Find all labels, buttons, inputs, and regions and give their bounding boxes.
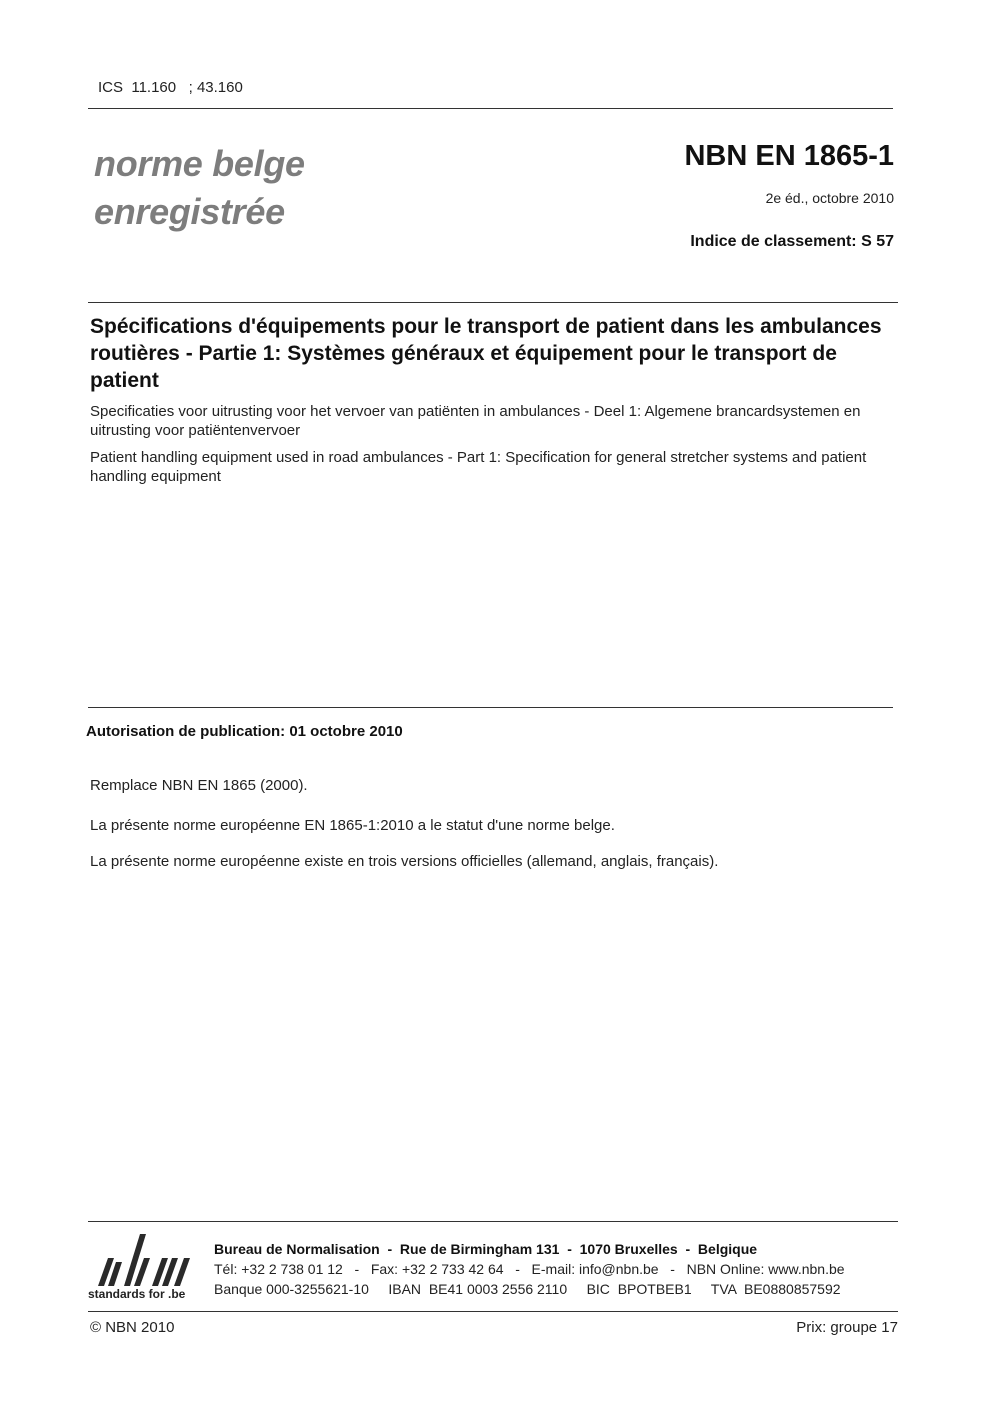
- footer-divider: [88, 1221, 898, 1222]
- footer-address: Bureau de Normalisation - Rue de Birmingham 131 - 1070 Bruxelles - Belgique: [214, 1241, 758, 1257]
- note-status: La présente norme européenne EN 1865-1:2010 a le statut d'une norme belge.: [90, 817, 615, 834]
- logo-caption: standards for .be: [88, 1287, 186, 1301]
- header-divider: [88, 108, 893, 109]
- price-group: Prix: groupe 17: [796, 1319, 898, 1336]
- title-dutch: Specificaties voor uitrusting voor het vervoer van patiënten in ambulances - Deel 1: Algemene brancardsystemen en uitrusting voor patiëntenvervoer: [90, 403, 861, 439]
- brand-line-1: norme belge: [94, 143, 305, 184]
- title-french: Spécifications d'équipements pour le transport de patient dans les ambulances routières - Partie 1: Systèmes généraux et équipement pour le transport de patient: [90, 315, 882, 392]
- footer-contact: Tél: +32 2 738 01 12 - Fax: +32 2 733 42 64 - E-mail: info@nbn.be - NBN Online: www.nbn.be: [214, 1261, 845, 1277]
- title-english: Patient handling equipment used in road ambulances - Part 1: Specification for general stretcher systems and patient handling equipment: [90, 449, 867, 485]
- note-versions: La présente norme européenne existe en trois versions officielles (allemand, anglais, français).: [90, 853, 719, 870]
- edition-date: 2e éd., octobre 2010: [765, 190, 894, 206]
- note-replaces: Remplace NBN EN 1865 (2000).: [90, 777, 308, 794]
- copyright: © NBN 2010: [90, 1319, 175, 1336]
- bottom-divider: [88, 1311, 898, 1312]
- brand-title: [94, 140, 305, 236]
- title-divider: [88, 302, 898, 303]
- classification-index: Indice de classement: S 57: [690, 233, 894, 250]
- publication-authorisation: Autorisation de publication: 01 octobre 2010: [86, 723, 403, 740]
- nbn-logo-icon: [88, 1228, 200, 1288]
- ics-code: ICS 11.160 ; 43.160: [98, 79, 243, 96]
- footer-bank: Banque 000-3255621-10 IBAN BE41 0003 2556 2110 BIC BPOTBEB1 TVA BE0880857592: [214, 1281, 841, 1297]
- publication-divider: [88, 707, 893, 708]
- standard-number: NBN EN 1865-1: [684, 140, 894, 172]
- brand-line-2: enregistrée: [94, 191, 285, 232]
